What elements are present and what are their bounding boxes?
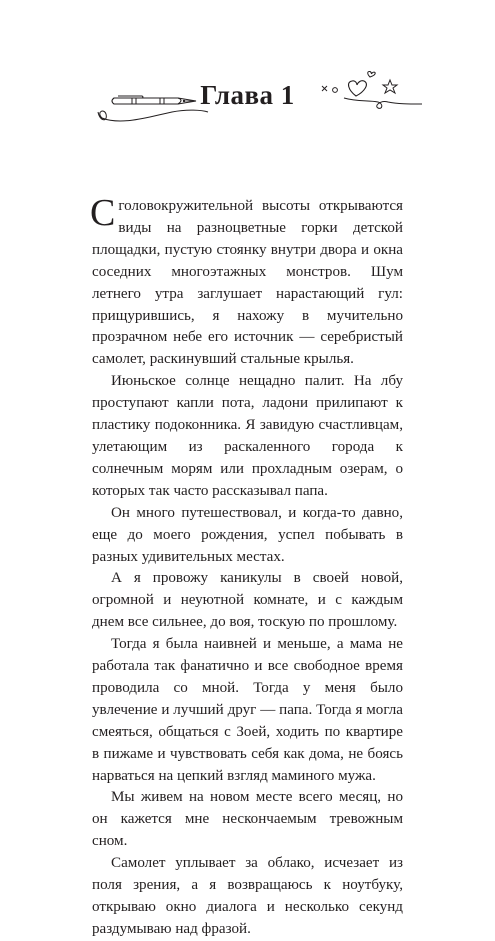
paragraph-1 (90, 192, 403, 371)
paragraph-3: Он много путешествовал, и когда-то давно, еще до моего рождения, успел побывать в разных удивительных местах. (92, 504, 403, 565)
paragraph-2: Июньское солнце нещадно палит. На лбу проступают капли пота, ладони прилипают к пластику подоконника. Я завидую счастливцам, улетающим из раскаленного города к солнечным морям или прохладным озерам, о которых так часто рассказывал папа. (92, 373, 403, 499)
chapter-body (90, 192, 403, 941)
paragraph-7: Самолет уплывает за облако, исчезает из поля зрения, а я возвращаюсь к ноутбуку, открываю окно диалога и несколько секунд раздумываю над фразой. (92, 855, 403, 937)
paragraph-6: Мы живем на новом месте всего месяц, но он кажется мне нескончаемым тревожным сном. (92, 789, 403, 850)
chapter-header (0, 60, 495, 140)
hearts-and-stars-icon (318, 68, 428, 118)
drop-cap: С (90, 192, 116, 234)
paragraph-5: Тогда я была наивней и меньше, а мама не работала так фанатично и все свободное время проводила со мной. Тогда у меня было увлечение и лучший друг — папа. Тогда я могла смеяться, общаться с Зоей, ходить по квартире в пижаме и чувствовать себя как дома, не боясь нарваться на цепкий взгляд маминого мужа. (92, 636, 403, 784)
paragraph-4: А я провожу каникулы в своей новой, огромной и неуютной комнате, и с каждым днем все сильнее, до воя, тоскую по прошлому. (92, 570, 403, 631)
paragraph-text: головокружительной высоты открываются виды на разноцветные горки детской площадки, пустую стоянку внутри двора и окна соседних многоэтажных монстров. Шум летнего утра заглушает нарастающий гул: прищурившись, я нахожу в мучительно прозрачном небе его источник — серебристый самолет, раскинувший стальные крылья. (92, 198, 403, 368)
chapter-title: Глава 1 (200, 80, 295, 110)
